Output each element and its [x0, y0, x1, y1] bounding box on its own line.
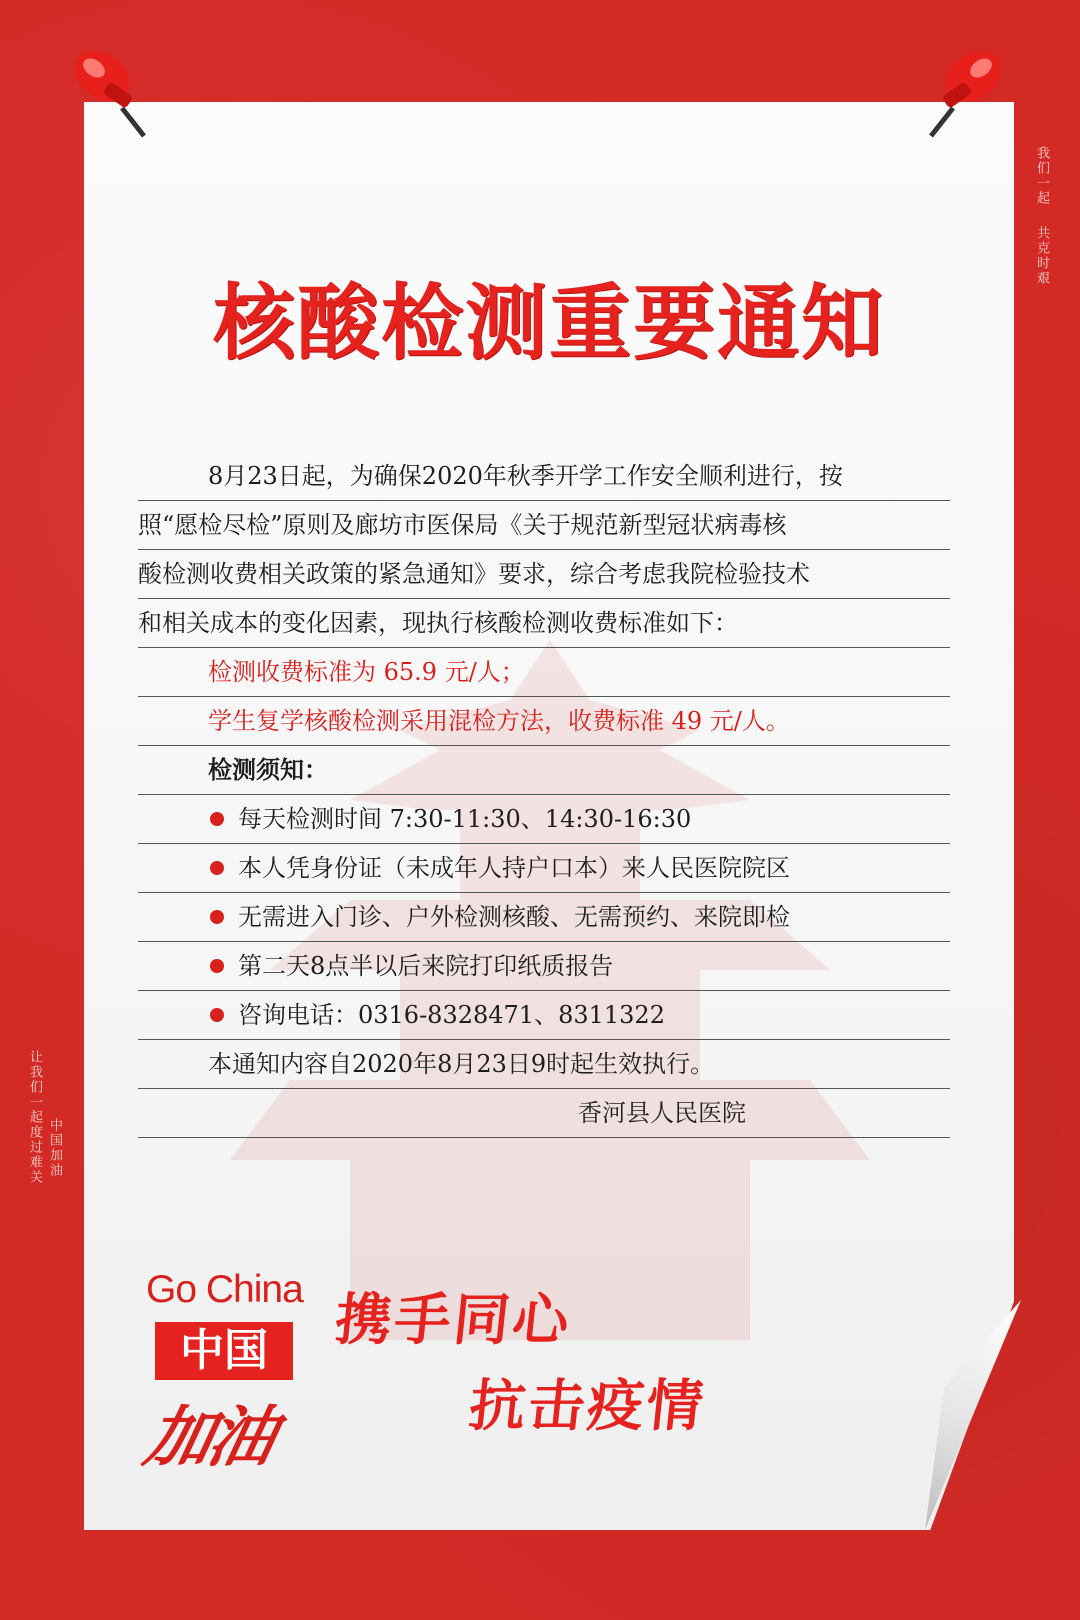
slogan-unite: 携手同心	[332, 1288, 575, 1353]
slogan-fight-epidemic: 抗击疫情	[466, 1374, 709, 1439]
signature-line: 香河县人民医院	[138, 1089, 950, 1138]
notice-heading: 检测须知：	[138, 746, 950, 795]
side-slogan-top-1: 我们一起	[1034, 146, 1049, 206]
notice-title: 核酸检测重要通知	[212, 276, 885, 371]
bullet-dot-icon	[210, 1008, 224, 1022]
go-china-logo: Go China	[146, 1268, 303, 1311]
body-line-1: 8月23日起，为确保2020年秋季开学工作安全顺利进行，按	[138, 452, 950, 501]
jiayou-logo: 加油	[138, 1399, 279, 1476]
list-item	[138, 942, 950, 991]
body-line-3: 酸检测收费相关政策的紧急通知》要求，综合考虑我院检验技术	[138, 550, 950, 599]
body-line-2: 照“愿检尽检”原则及廊坊市医保局《关于规范新型冠状病毒核	[138, 501, 950, 550]
list-item-text: 咨询电话：0316-8328471、8311322	[238, 1001, 665, 1029]
list-item	[138, 795, 950, 844]
bullet-dot-icon	[210, 861, 224, 875]
student-fee-line: 学生复学核酸检测采用混检方法，收费标准 49 元/人。	[138, 697, 950, 746]
effective-date-line: 本通知内容自2020年8月23日9时起生效执行。	[138, 1040, 950, 1089]
list-item	[138, 991, 950, 1040]
zhongguo-logo: 中国	[155, 1322, 293, 1380]
bullet-dot-icon	[210, 812, 224, 826]
list-item	[138, 844, 950, 893]
list-item-text: 本人凭身份证（未成年人持户口本）来人民医院院区	[238, 854, 790, 882]
notice-body	[138, 452, 950, 1138]
list-item	[138, 893, 950, 942]
pushpin-left-icon	[60, 36, 160, 146]
bullet-dot-icon	[210, 910, 224, 924]
bullet-dot-icon	[210, 959, 224, 973]
list-item-text: 第二天8点半以后来院打印纸质报告	[238, 952, 614, 980]
list-item-text: 每天检测时间 7:30-11:30、14:30-16:30	[238, 805, 692, 833]
list-item-text: 无需进入门诊、户外检测核酸、无需预约、来院即检	[238, 903, 790, 931]
fee-standard-line: 检测收费标准为 65.9 元/人；	[138, 648, 950, 697]
pushpin-right-icon	[915, 36, 1015, 146]
side-slogan-left-2: 中国加油	[47, 1118, 62, 1178]
body-line-4: 和相关成本的变化因素，现执行核酸检测收费标准如下：	[138, 599, 950, 648]
side-slogan-left-1: 让我们一起度过难关	[27, 1050, 42, 1185]
side-slogan-top-2: 共克时艰	[1034, 226, 1049, 286]
